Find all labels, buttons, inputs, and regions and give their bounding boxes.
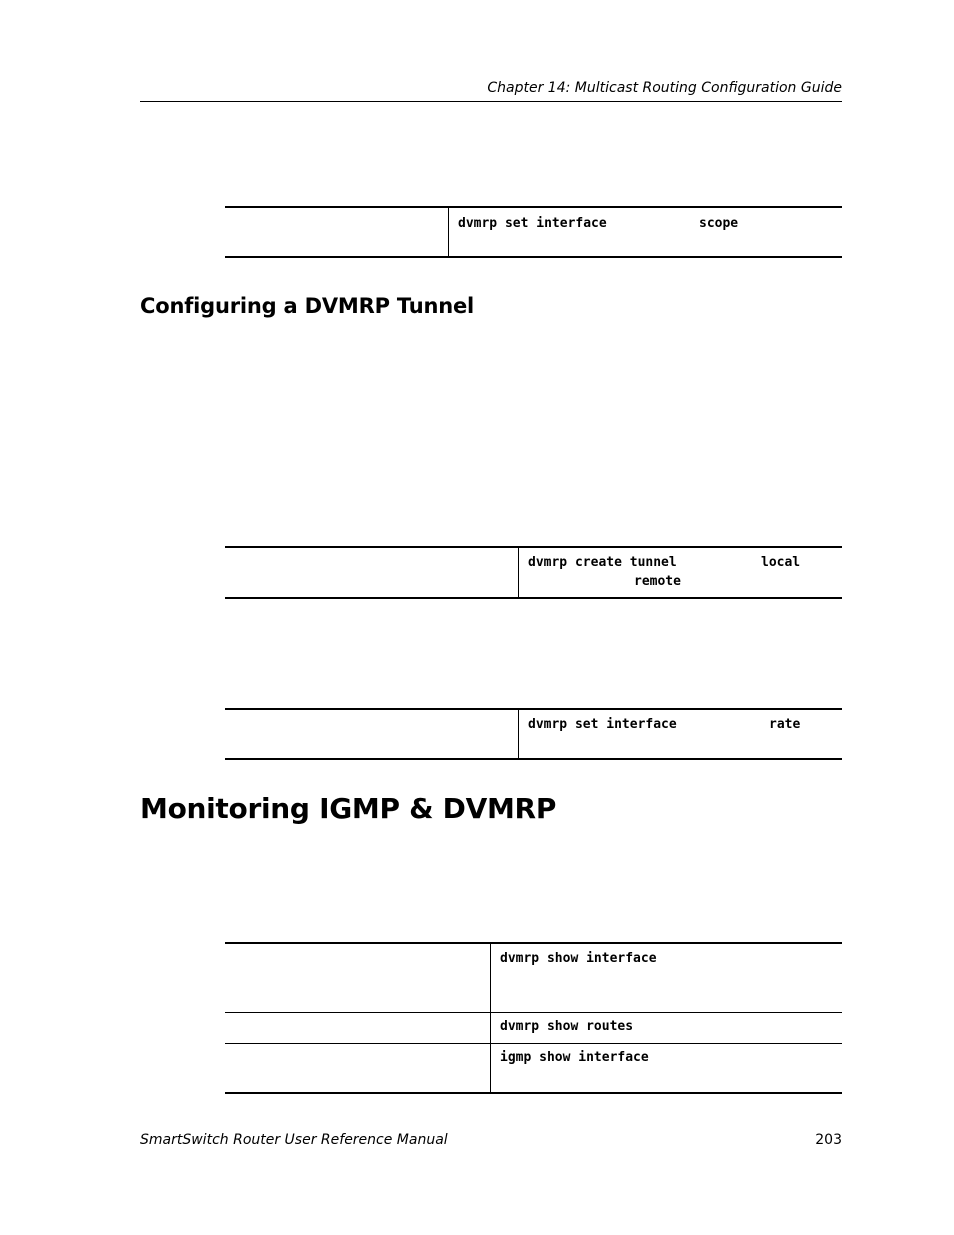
column-divider xyxy=(448,208,449,256)
command-text: dvmrp show interface xyxy=(500,951,657,966)
scope-command-table xyxy=(225,206,842,258)
command-text: igmp show interface xyxy=(500,1050,649,1065)
chapter-heading: Monitoring IGMP & DVMRP xyxy=(140,792,557,825)
command-text: dvmrp create tunnel xyxy=(528,555,677,570)
header-rule xyxy=(140,101,842,102)
command-text: dvmrp show routes xyxy=(500,1019,634,1034)
parameter-text: local xyxy=(761,555,801,570)
table-row xyxy=(225,710,842,758)
command-text: dvmrp set interface xyxy=(528,717,677,732)
section-heading: Configuring a DVMRP Tunnel xyxy=(140,294,474,318)
table-row xyxy=(225,208,842,256)
running-header: Chapter 14: Multicast Routing Configuration Guide xyxy=(487,80,842,96)
table-row xyxy=(225,1012,842,1043)
tunnel-command-table xyxy=(225,546,842,599)
table-row xyxy=(225,1043,842,1092)
parameter-text: scope xyxy=(699,216,739,231)
column-divider xyxy=(518,548,519,597)
table-row xyxy=(225,944,842,1012)
command-text: dvmrp set interface xyxy=(458,216,607,231)
footer-manual-title: SmartSwitch Router User Reference Manual xyxy=(140,1132,448,1148)
parameter-text: rate xyxy=(769,717,801,732)
rate-command-table xyxy=(225,708,842,760)
column-divider xyxy=(490,1013,491,1043)
column-divider xyxy=(518,710,519,758)
table-row xyxy=(225,548,842,597)
column-divider xyxy=(490,944,491,1012)
parameter-text: remote xyxy=(634,574,681,589)
column-divider xyxy=(490,1044,491,1092)
page-number: 203 xyxy=(815,1132,842,1148)
monitoring-command-table xyxy=(225,942,842,1094)
